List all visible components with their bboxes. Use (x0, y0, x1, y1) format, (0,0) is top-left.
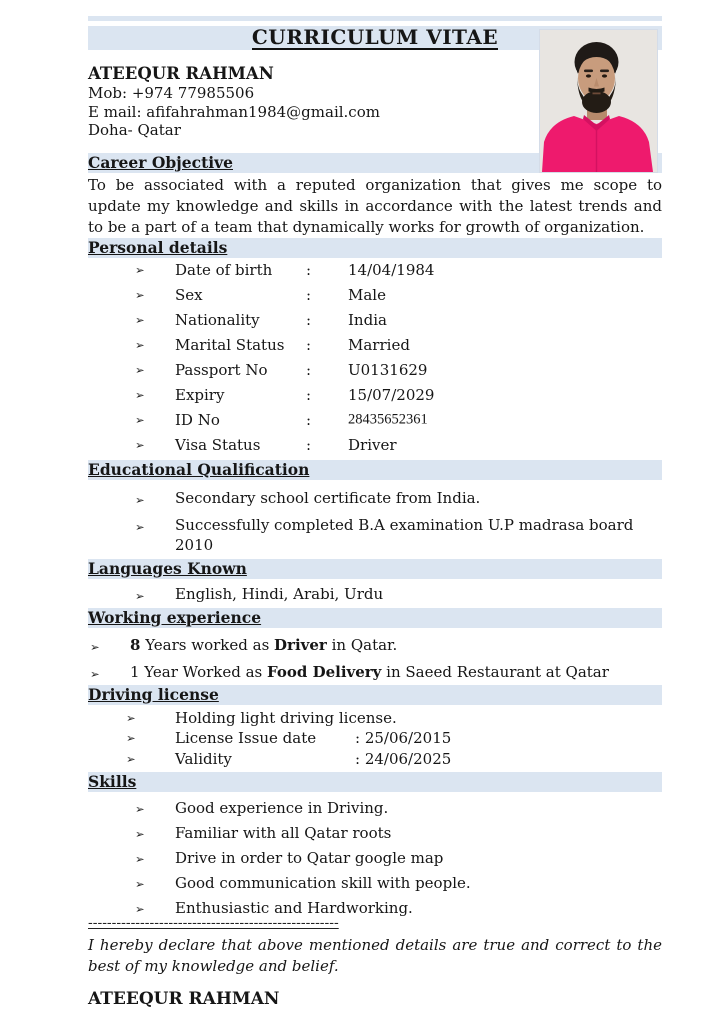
arrow-bullet-icon: ➢ (135, 388, 145, 402)
personal-detail-row (88, 333, 662, 358)
arrow-bullet-icon: ➢ (135, 902, 145, 916)
detail-colon: : (306, 411, 312, 429)
arrow-bullet-icon: ➢ (135, 313, 145, 327)
skill-item (88, 899, 662, 917)
detail-value: 15/07/2029 (348, 386, 435, 404)
arrow-bullet-icon: ➢ (135, 288, 145, 302)
languages-item-text: English, Hindi, Arabi, Urdu (175, 584, 384, 603)
detail-colon: : (306, 336, 312, 354)
detail-value: U0131629 (348, 361, 428, 379)
applicant-photo (540, 30, 657, 172)
experience-segment: in Saeed Restaurant at Qatar (381, 662, 609, 681)
arrow-bullet-icon: ➢ (126, 710, 136, 725)
arrow-bullet-icon: ➢ (135, 363, 145, 377)
section-band-skills (88, 772, 662, 792)
driving-license-row (88, 749, 662, 770)
arrow-bullet-icon: ➢ (135, 338, 145, 352)
skill-item-text: Good communication skill with people. (175, 874, 471, 892)
arrow-bullet-icon: ➢ (135, 802, 145, 816)
experience-segment: in Qatar. (326, 635, 398, 654)
detail-label: Passport No (175, 361, 268, 379)
experience-segment: Years worked as (140, 635, 275, 654)
education-item-text: Secondary school certificate from India. (175, 488, 481, 507)
portrait-photo-svg (540, 30, 657, 172)
driving-license-label: Holding light driving license. (175, 708, 397, 727)
detail-colon: : (306, 361, 312, 379)
languages-item (88, 584, 662, 604)
skill-item (88, 849, 662, 867)
detail-label: Sex (175, 286, 203, 304)
section-heading-career-objective: Career Objective (88, 152, 233, 172)
section-heading-driving-license: Driving license (88, 684, 219, 704)
detail-value: Married (348, 336, 410, 354)
section-band-languages (88, 559, 662, 579)
detail-label: Visa Status (175, 436, 261, 454)
detail-value: 14/04/1984 (348, 261, 435, 279)
experience-segment: Food Delivery (267, 662, 382, 681)
driving-license-value: : 25/06/2015 (355, 729, 452, 748)
dashed-separator: ----------------------------------------------------- (88, 917, 339, 930)
section-heading-languages: Languages Known (88, 558, 247, 578)
arrow-bullet-icon: ➢ (135, 263, 145, 277)
arrow-bullet-icon: ➢ (90, 639, 100, 654)
detail-label: Date of birth (175, 261, 273, 279)
section-band-experience (88, 608, 662, 628)
detail-value: Driver (348, 436, 397, 454)
arrow-bullet-icon: ➢ (135, 588, 145, 603)
education-item (88, 515, 662, 555)
detail-colon: : (306, 436, 312, 454)
experience-item (88, 635, 662, 655)
detail-label: Marital Status (175, 336, 285, 354)
driving-license-label: License Issue date (175, 729, 317, 748)
personal-detail-row (88, 433, 662, 458)
mobile-line: Mob: +974 77985506 (88, 84, 255, 102)
detail-value: 28435652361 (348, 411, 428, 428)
experience-segment: Driver (274, 635, 327, 654)
driving-license-row (88, 728, 662, 749)
arrow-bullet-icon: ➢ (135, 877, 145, 891)
personal-detail-row (88, 258, 662, 283)
personal-detail-row (88, 408, 662, 433)
section-band-personal-details (88, 238, 662, 258)
personal-detail-row (88, 308, 662, 333)
arrow-bullet-icon: ➢ (135, 438, 145, 452)
signature-name: ATEEQUR RAHMAN (88, 989, 280, 1009)
skill-item (88, 824, 662, 842)
applicant-name: ATEEQUR RAHMAN (88, 64, 274, 83)
driving-license-label: Validity (175, 749, 232, 768)
detail-label: Nationality (175, 311, 260, 329)
detail-label: Expiry (175, 386, 225, 404)
email-line: E mail: afifahrahman1984@gmail.com (88, 102, 380, 121)
section-band-education (88, 460, 662, 480)
education-item-text: Successfully completed B.A examination U.P madrasa board 2010 (175, 515, 634, 554)
section-heading-experience: Working experience (88, 607, 262, 627)
arrow-bullet-icon: ➢ (135, 413, 145, 427)
education-item (88, 488, 662, 508)
arrow-bullet-icon: ➢ (126, 731, 136, 746)
location-line: Doha- Qatar (88, 121, 181, 139)
career-objective-text: To be associated with a reputed organization that gives me scope to update my knowledge and skills in accordance with the latest trends and to be a part of a team that dynamically works for growth of organization. (88, 175, 662, 236)
section-heading-personal-details: Personal details (88, 237, 228, 257)
arrow-bullet-icon: ➢ (126, 751, 136, 766)
detail-label: ID No (175, 411, 220, 429)
detail-colon: : (306, 261, 312, 279)
section-heading-skills: Skills (88, 772, 137, 791)
arrow-bullet-icon: ➢ (135, 519, 145, 534)
detail-value: Male (348, 286, 386, 304)
top-accent-strip (88, 16, 662, 21)
declaration-text: I hereby declare that above mentioned details are true and correct to the best of my knowledge and belief. (88, 936, 662, 975)
skill-item-text: Enthusiastic and Hardworking. (175, 899, 413, 917)
personal-detail-row (88, 383, 662, 408)
arrow-bullet-icon: ➢ (135, 492, 145, 507)
driving-license-row (88, 708, 662, 729)
detail-value: India (348, 311, 387, 329)
experience-segment: 1 Year Worked as (130, 662, 268, 681)
skill-item-text: Drive in order to Qatar google map (175, 849, 444, 867)
detail-colon: : (306, 286, 312, 304)
section-heading-education: Educational Qualification (88, 459, 310, 479)
skill-item (88, 874, 662, 892)
personal-detail-row (88, 283, 662, 308)
personal-detail-row (88, 358, 662, 383)
driving-license-value: : 24/06/2025 (355, 749, 452, 768)
experience-item (88, 662, 662, 682)
arrow-bullet-icon: ➢ (135, 827, 145, 841)
skill-item-text: Familiar with all Qatar roots (175, 824, 392, 842)
experience-segment: 8 (130, 635, 141, 654)
detail-colon: : (306, 386, 312, 404)
arrow-bullet-icon: ➢ (90, 666, 100, 681)
skill-item (88, 799, 662, 817)
section-band-driving-license (88, 685, 662, 705)
arrow-bullet-icon: ➢ (135, 852, 145, 866)
page-title: CURRICULUM VITAE (251, 25, 499, 49)
detail-colon: : (306, 311, 312, 329)
skill-item-text: Good experience in Driving. (175, 799, 389, 817)
